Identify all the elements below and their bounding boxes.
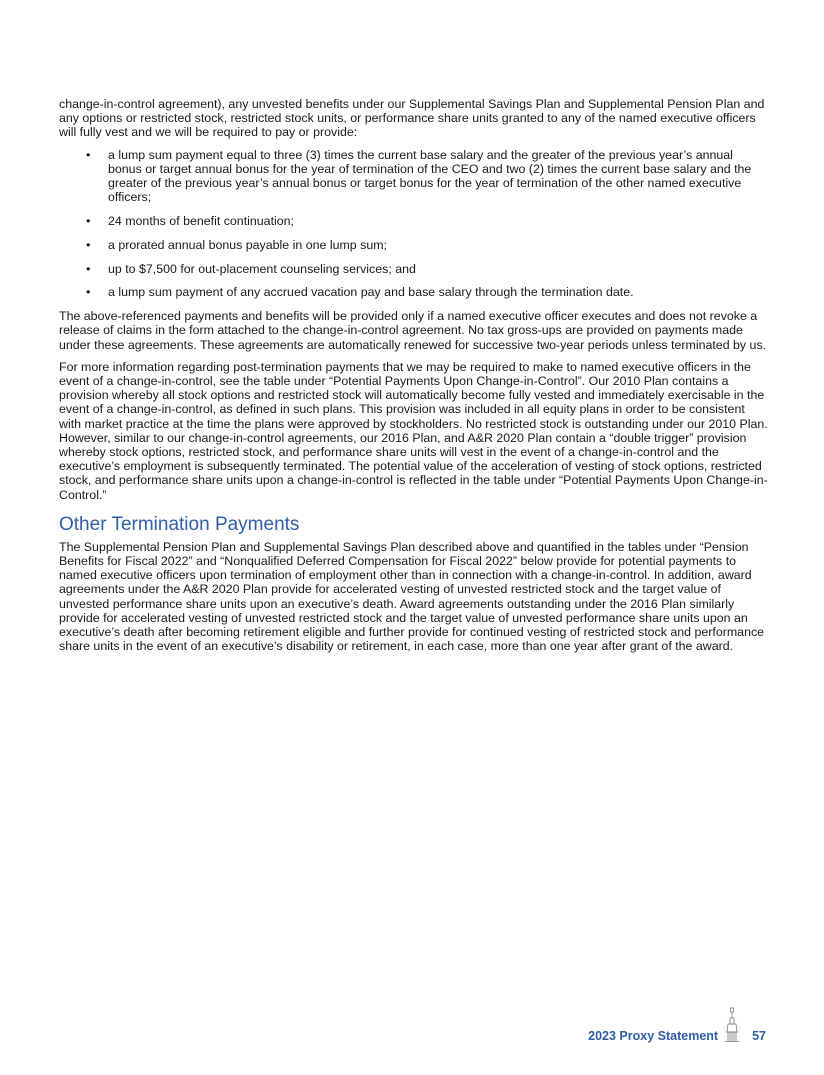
bullet-icon: • (86, 285, 91, 300)
release-paragraph: The above-referenced payments and benefits will be provided only if a named executive officer executes and does not revoke a release of claims in the form attached to the change-in-control agreement. No tax gross-ups are provided on payments made under these agreements. These agreements are automatically renewed for successive two-year periods unless terminated by us. (59, 309, 767, 352)
intro-paragraph: change-in-control agreement), any unvested benefits under our Supplemental Savings Plan and Supplemental Pension Plan and any options or restricted stock, restricted stock units, or performance share units granted to any of the named executive officers will fully vest and we will be required to pay or provide: (59, 97, 765, 140)
monument-icon (724, 1007, 740, 1043)
page-number: 57 (752, 1029, 766, 1043)
list-item: • a lump sum payment equal to three (3) times the current base salary and the greater of the previous year’s annual bonus or target annual bonus for the year of termination of the CEO and two (2) times the current base salary and the greater of the previous year’s annual bonus or target bonus for the year of termination of the other named executive officers; (86, 147, 752, 205)
other-termination-paragraph: The Supplemental Pension Plan and Supplemental Savings Plan described above and quantified in the tables under “Pension Benefits for Fiscal 2022” and “Nonqualified Deferred Compensation for Fiscal 2022” below provide for potential payments to named executive officers upon termination of employment other than in connection with a change-in-control. In addition, award agreements under the A&R 2020 Plan provide for accelerated vesting of unvested restricted stock and the target value of unvested performance share units upon an executive’s death. Award agreements outstanding under the 2016 Plan similarly provide for accelerated vesting of unvested restricted stock and the target value of unvested performance share units upon an executive’s death after becoming retirement eligible and further provide for continued vesting of restricted stock and performance share units in the event of an executive’s disability or retirement, in each case, more than one year after grant of the award. (59, 539, 765, 654)
more-info-paragraph: For more information regarding post-termination payments that we may be required to make to named executive officers in the event of a change-in-control, see the table under “Potential Payments Upon Change-in-Control”. Our 2010 Plan contains a provision whereby all stock options and restricted stock will automatically become fully vested and immediately exercisable in the event of a change-in-control, as defined in such plans. This provision was included in all equity plans in order to be consistent with market practice at the time the plans were approved by stockholders. No restricted stock is outstanding under our 2010 Plan. However, similar to our change-in-control agreements, our 2016 Plan, and A&R 2020 Plan contain a “double trigger” provision whereby stock options, restricted stock, and performance share units will vest in the event of a change-in-control and the executive’s employment is subsequently terminated. The potential value of the acceleration of vesting of stock options, restricted stock, and performance share units upon a change-in-control is reflected in the table under “Potential Payments Upon Change-in-Control.” (59, 359, 768, 502)
section-heading: Other Termination Payments (59, 513, 300, 535)
list-item: • a prorated annual bonus payable in one lump sum; (86, 237, 387, 252)
list-item: • up to $7,500 for out-placement counseling services; and (86, 261, 416, 276)
list-item: • a lump sum payment of any accrued vacation pay and base salary through the termination date. (86, 285, 634, 300)
benefits-list (59, 148, 769, 300)
list-item: • 24 months of benefit continuation; (86, 214, 294, 229)
bullet-icon: • (86, 214, 91, 229)
page-body (59, 97, 769, 661)
bullet-icon: • (86, 237, 91, 252)
bullet-icon: • (86, 147, 91, 162)
footer-label: 2023 Proxy Statement (588, 1029, 719, 1043)
page-footer (588, 1003, 766, 1043)
bullet-icon: • (86, 261, 91, 276)
